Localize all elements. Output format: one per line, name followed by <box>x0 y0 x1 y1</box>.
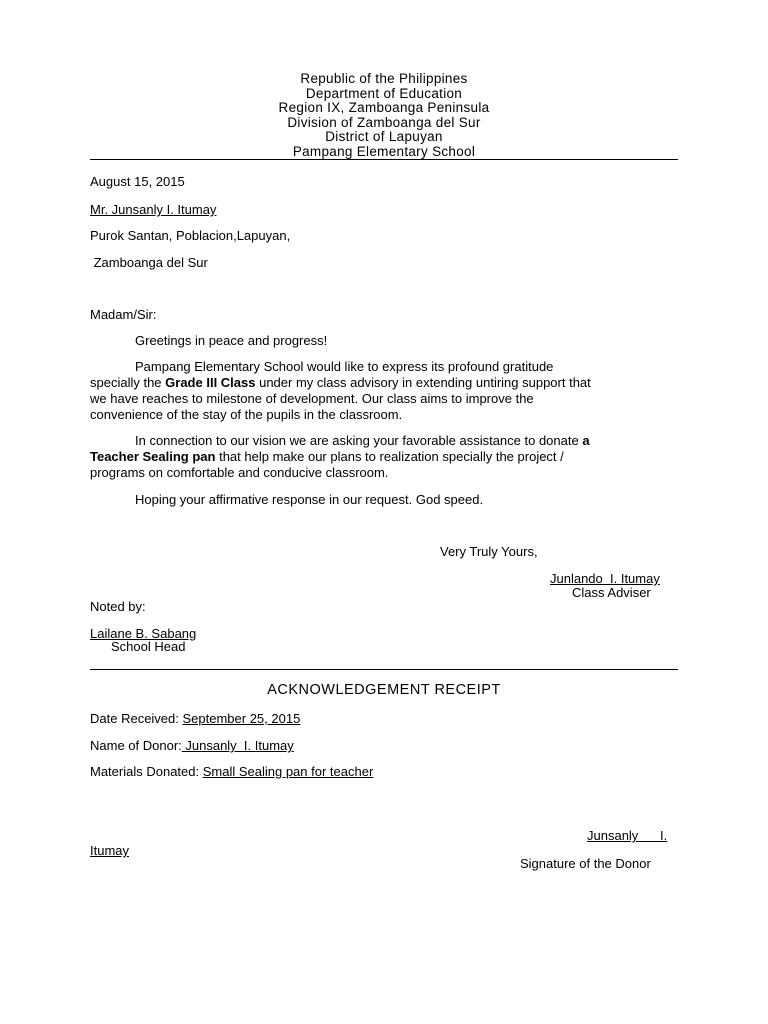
noted-by-title: School Head <box>111 639 186 654</box>
paragraph-line: Pampang Elementary School would like to express its profound gratitude <box>135 359 554 374</box>
paragraph-line: programs on comfortable and conducive classroom. <box>90 465 389 480</box>
receipt-title: ACKNOWLEDGEMENT RECEIPT <box>267 682 501 698</box>
date-received-row <box>90 711 300 726</box>
donor-signature-name-part2: Itumay <box>90 843 130 858</box>
donor-name-label: Name of Donor: <box>90 738 182 753</box>
noted-by-label: Noted by: <box>90 599 146 614</box>
date-received-value: September 25, 2015 <box>182 711 301 726</box>
materials-donated-value: Small Sealing pan for teacher <box>202 764 374 779</box>
recipient-address-line1: Purok Santan, Poblacion,Lapuyan, <box>90 228 291 243</box>
greeting: Greetings in peace and progress! <box>135 333 328 348</box>
noted-by-name: Lailane B. Sabang <box>90 626 197 641</box>
salutation: Madam/Sir: <box>90 307 157 322</box>
recipient-name: Mr. Junsanly I. Itumay <box>90 202 217 217</box>
paragraph-line: Teacher Sealing pan that help make our plans to realization specially the project / <box>90 449 564 464</box>
letterhead-line-school: Pampang Elementary School <box>292 143 476 159</box>
sender-name: Junlando I. Itumay <box>550 571 660 586</box>
donor-name-value: Junsanly I. Itumay <box>181 738 294 753</box>
letterhead <box>0 72 768 159</box>
header-divider <box>90 159 678 160</box>
paragraph-line: we have reaches to milestone of development. Our class aims to improve the <box>90 391 534 406</box>
sender-title: Class Adviser <box>572 585 651 600</box>
recipient-address-line2: Zamboanga del Sur <box>90 255 208 270</box>
letter-date: August 15, 2015 <box>90 174 185 189</box>
grade-class-emphasis: Grade III Class <box>165 375 256 390</box>
paragraph-gratitude <box>90 359 680 423</box>
letterhead-line-division: Division of Zamboanga del Sur <box>287 114 481 130</box>
letterhead-line-department: Department of Education <box>305 85 463 101</box>
letterhead-line-district: District of Lapuyan <box>325 129 443 144</box>
paragraph-closing-wish: Hoping your affirmative response in our request. God speed. <box>135 492 484 507</box>
materials-donated-label: Materials Donated: <box>90 764 203 779</box>
paragraph-request <box>90 433 680 481</box>
donor-signature-label: Signature of the Donor <box>520 856 651 871</box>
letterhead-line-region: Region IX, Zamboanga Peninsula <box>278 100 490 115</box>
materials-donated-row <box>90 764 373 779</box>
sealing-pan-emphasis: Teacher Sealing pan <box>90 449 216 464</box>
date-received-label: Date Received: <box>90 711 183 726</box>
donor-name-row <box>90 738 294 753</box>
paragraph-line: specially the Grade III Class under my class advisory in extending untiring support that <box>90 375 591 390</box>
receipt-divider <box>90 669 678 670</box>
closing-phrase: Very Truly Yours, <box>440 544 538 559</box>
donor-signature-name-part1: Junsanly I. <box>587 828 668 843</box>
paragraph-line: In connection to our vision we are asking your favorable assistance to donate a <box>135 433 590 448</box>
paragraph-line: convenience of the stay of the pupils in the classroom. <box>90 407 403 422</box>
letterhead-line-republic: Republic of the Philippines <box>300 71 468 86</box>
